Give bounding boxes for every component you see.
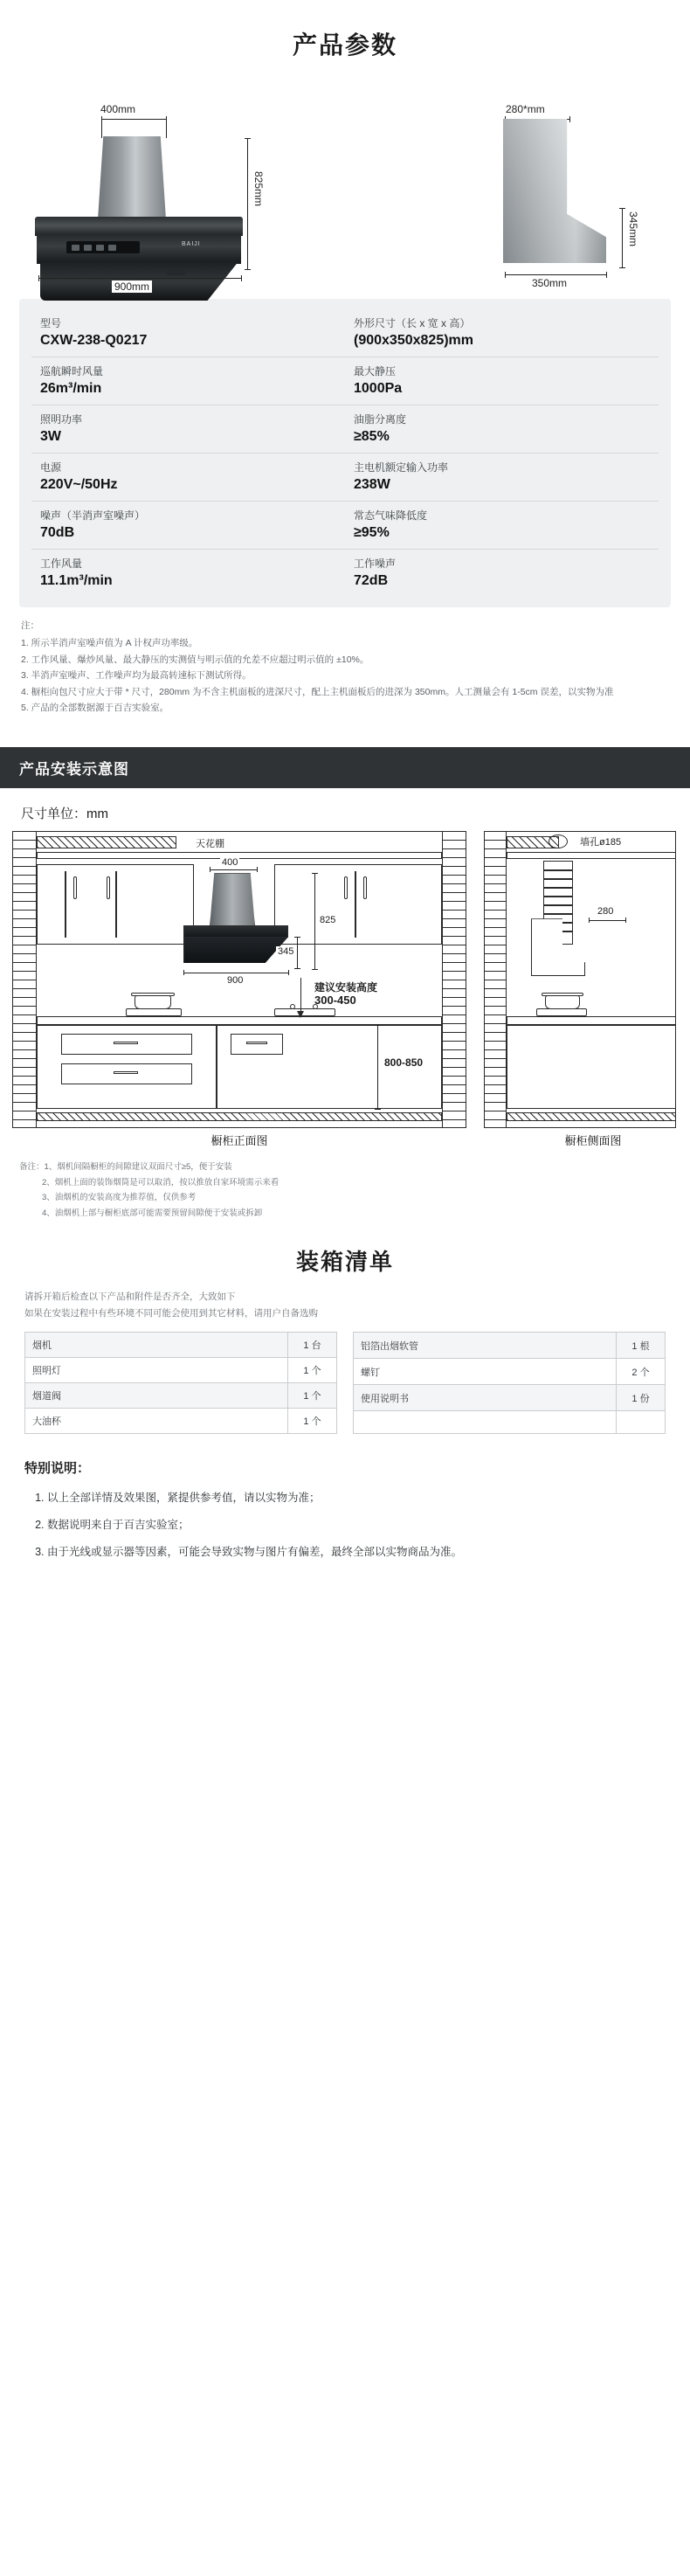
footnote-line: 4、油烟机上部与橱柜底部可能需要预留间隙便于安装或拆卸: [42, 1208, 263, 1218]
pot-lid: [131, 993, 175, 996]
dim-label-side-depth: 280*mm: [503, 103, 548, 115]
side-countertop: [507, 1016, 676, 1025]
label-counter-height: 800-850: [384, 1056, 424, 1070]
brand-logo: BAIJI: [182, 241, 201, 247]
item-qty: [617, 1411, 666, 1434]
spec-key: 巡航瞬时风量: [40, 365, 104, 377]
dim-line-825: [314, 873, 315, 969]
spec-cell: [345, 405, 659, 454]
tick: [619, 267, 625, 268]
dim-line-counter-height: [377, 1025, 378, 1109]
tick: [38, 275, 39, 281]
cabinet-handle: [363, 876, 367, 899]
item-name: 铝箔出烟软管: [354, 1333, 617, 1359]
drawer-handle: [246, 1042, 267, 1044]
item-qty: 1 个: [288, 1383, 337, 1409]
spec-cell: [345, 550, 659, 598]
dim-label-width: 900mm: [112, 280, 152, 293]
table-row-empty: [354, 1411, 666, 1434]
spec-key: 型号: [40, 317, 62, 329]
label-280: 280: [597, 906, 614, 918]
side-base-cabinet: [507, 1025, 676, 1109]
panel-key[interactable]: [84, 245, 92, 251]
table-row: [31, 550, 659, 598]
spec-cell: [345, 357, 659, 405]
cabinet-handle: [107, 876, 110, 899]
dim-label-side-height: 345mm: [624, 211, 642, 246]
spec-cell: [31, 357, 345, 405]
side-ceiling: [507, 852, 676, 859]
upper-cabinet-right: [274, 864, 442, 945]
dim-label-side-base: 350mm: [529, 277, 569, 289]
spec-value: 26m³/min: [40, 381, 102, 396]
section-special-notes: [24, 1458, 666, 1563]
spec-cell: [345, 309, 659, 357]
spec-value: 238W: [354, 477, 390, 492]
spec-value: ≥95%: [354, 525, 390, 540]
control-panel: [66, 241, 140, 253]
spec-key: 外形尺寸（长 x 宽 x 高）: [354, 317, 471, 329]
panel-key[interactable]: [108, 245, 116, 251]
table-row: [31, 502, 659, 550]
duct-rib: [543, 913, 573, 915]
list-item: 1. 以上全部详情及效果图，紧提供参考值，请以实物为准；: [47, 1487, 666, 1509]
spec-cell: [31, 405, 345, 454]
spec-cell: [31, 454, 345, 502]
spec-value: 220V~/50Hz: [40, 477, 118, 492]
spec-key: 工作风量: [40, 557, 83, 570]
tick: [245, 138, 251, 139]
installation-footnotes: [19, 1160, 674, 1221]
table-row: [25, 1383, 337, 1409]
dim-line-345: [297, 937, 298, 968]
spec-table-container: [19, 299, 671, 607]
cabinet-seam: [65, 871, 66, 938]
spec-key: 油脂分离度: [354, 413, 407, 426]
unit-line: 尺寸单位：mm: [21, 807, 108, 822]
list-item: 3. 由于光线或显示器等因素，可能会导致实物与图片有偏差，最终全部以实物商品为准。: [47, 1541, 666, 1563]
packing-title: 装箱清单: [295, 1248, 394, 1275]
drawer-handle: [114, 1042, 138, 1044]
wall-right: [442, 831, 466, 1128]
table-row: [31, 454, 659, 502]
label-wall-hole: 墙孔ø185: [578, 834, 623, 848]
note-line: 2. 工作风量、爆炒风量、最大静压的实测值与明示值的允差不应超过明示值的 ±10%。: [21, 654, 369, 665]
drawer-handle: [114, 1071, 138, 1074]
cabinet-handle: [73, 876, 77, 899]
note-line: 5. 产品的全部数据源于百吉实验室。: [21, 702, 169, 713]
dim-line-280: [589, 920, 625, 921]
tick: [589, 918, 590, 923]
cooktop-right: [274, 1008, 335, 1016]
side-wall-left: [484, 831, 507, 1128]
dim-line-height: [247, 138, 248, 269]
side-cooktop: [536, 1008, 587, 1016]
spec-cell: [31, 502, 345, 550]
spec-value: 3W: [40, 429, 61, 444]
pot: [135, 995, 171, 1009]
dim-line-side-height: [622, 208, 623, 267]
label-345: 345: [278, 946, 294, 958]
list-item: 2. 数据说明来自于百吉实验室；: [47, 1514, 666, 1536]
drawer: [61, 1034, 192, 1055]
item-name: 照明灯: [25, 1358, 288, 1383]
spec-value: (900x350x825)mm: [354, 333, 473, 348]
tick: [101, 116, 102, 122]
table-row: [354, 1333, 666, 1359]
spec-key: 噪声（半消声室噪声）: [40, 509, 146, 522]
item-qty: 2 个: [617, 1359, 666, 1385]
spec-key: 照明功率: [40, 413, 83, 426]
spec-table: [31, 309, 659, 597]
spec-cell: [345, 502, 659, 550]
table-row: [25, 1333, 337, 1358]
spec-value: 70dB: [40, 525, 75, 540]
intro-line: 如果在安装过程中有些环境不同可能会使用到其它材料，请用户自备选购: [24, 1308, 318, 1319]
dim-label-height: 825mm: [250, 171, 267, 206]
spec-value: 11.1m³/min: [40, 573, 113, 588]
item-qty: 1 个: [288, 1358, 337, 1383]
section-bar-title: 产品安装示意图: [0, 747, 690, 788]
item-name: [354, 1411, 617, 1434]
side-view-drawing: [466, 103, 659, 291]
tick: [288, 970, 289, 975]
wall-left: [12, 831, 37, 1128]
spec-value: ≥85%: [354, 429, 390, 444]
label-400: 400: [222, 857, 238, 869]
item-qty: 1 根: [617, 1333, 666, 1359]
duct-rib: [543, 878, 573, 880]
duct-rib: [543, 887, 573, 889]
cabinet-seam: [115, 871, 117, 938]
dim-line-width: [38, 278, 241, 279]
section-packing-list: [0, 1244, 690, 1435]
spec-key: 常态气味降低度: [354, 509, 428, 522]
item-name: 使用说明书: [354, 1385, 617, 1411]
tick: [241, 275, 242, 281]
tick: [606, 272, 607, 278]
hood-shelf: [35, 217, 243, 236]
item-qty: 1 份: [617, 1385, 666, 1411]
tick: [294, 968, 300, 969]
countertop: [37, 1016, 442, 1025]
tick: [183, 970, 184, 975]
item-name: 螺钉: [354, 1359, 617, 1385]
spec-cell: [31, 550, 345, 598]
footnote-line: 3、油烟机的安装高度为推荐值，仅供参考: [42, 1193, 197, 1203]
spec-key: 最大静压: [354, 365, 397, 377]
tick: [625, 918, 626, 923]
table-row: [354, 1385, 666, 1411]
packing-table-left: [24, 1332, 337, 1434]
table-row: [31, 357, 659, 405]
table-row: [354, 1359, 666, 1385]
side-floor-hatch: [507, 1112, 676, 1121]
ceiling-hatch: [37, 836, 176, 848]
tick: [375, 1109, 381, 1110]
label-suggest-value: 300-450: [314, 994, 356, 1008]
spec-cell: [345, 454, 659, 502]
hood-chimney: [98, 136, 166, 219]
spec-key: 电源: [40, 461, 62, 474]
range-hood-image: [35, 136, 245, 247]
item-qty: 1 个: [288, 1409, 337, 1434]
cooktop-left: [126, 1008, 182, 1016]
packing-tables: [24, 1332, 666, 1434]
table-row: [31, 405, 659, 454]
side-profile-shade: [503, 119, 606, 263]
panel-key[interactable]: [72, 245, 79, 251]
table-row: [25, 1409, 337, 1434]
spec-cell: [31, 309, 345, 357]
label-825: 825: [320, 915, 336, 926]
footnote-line: 2、烟机上面的装饰烟筒是可以取消，按以推放自家环境需示来看: [42, 1177, 279, 1188]
packing-table-right: [353, 1332, 666, 1434]
footnote-line: 1、烟机间隔橱柜的间隙建议双面尺寸≥5，便于安装: [44, 1162, 232, 1173]
special-title: 特别说明：: [24, 1461, 91, 1477]
item-qty: 1 台: [288, 1333, 337, 1358]
dim-line-side-base: [505, 274, 606, 275]
hood-top-front: [183, 925, 288, 938]
spec-value: 1000Pa: [354, 381, 403, 396]
spec-key: 工作噪声: [354, 557, 397, 570]
note-line: 4. 橱柜向包尺寸应大于带 * 尺寸，280mm 为不含主机面板的进深尺寸，配上主机面板后的进深为 350mm。人工测量会有 1-5cm 误差，以实物为准: [21, 686, 614, 697]
front-view-drawing: [35, 103, 265, 293]
page-title: 产品参数: [292, 31, 397, 59]
tick: [166, 116, 167, 122]
duct-rib: [543, 904, 573, 906]
tick: [569, 116, 570, 122]
panel-key[interactable]: [96, 245, 104, 251]
section-product-parameters: [0, 0, 690, 724]
tick: [257, 867, 258, 872]
section-installation: [0, 747, 690, 1221]
tick: [505, 272, 506, 278]
front-view-caption: 橱柜正面图: [210, 1134, 268, 1148]
note-line: 1. 所示半消声室噪声值为 A 计权声功率级。: [21, 638, 198, 649]
parameter-notes: [21, 618, 669, 716]
dim-label-top-width: 400mm: [98, 103, 138, 115]
side-pot: [545, 995, 580, 1009]
tick: [375, 1025, 381, 1026]
spec-value: CXW-238-Q0217: [40, 333, 148, 348]
footnote-title: 备注：: [19, 1162, 45, 1173]
intro-line: 请拆开箱后检查以下产品和附件是否齐全，大致如下: [24, 1291, 236, 1302]
dim-line-top-width: [101, 119, 166, 120]
tick: [312, 969, 318, 970]
label-900: 900: [227, 975, 244, 987]
special-list: [24, 1487, 666, 1563]
side-pot-lid: [542, 993, 583, 996]
spec-key: 主电机额定输入功率: [354, 461, 449, 474]
tick: [312, 873, 318, 874]
label-ceiling: 天花棚: [194, 836, 226, 850]
dim-line-400: [210, 869, 257, 870]
spec-value: 72dB: [354, 573, 389, 588]
packing-intro: [24, 1289, 666, 1324]
drawer: [61, 1063, 192, 1084]
item-name: 烟道阀: [25, 1383, 288, 1409]
cabinet-seam: [355, 871, 356, 938]
drawer: [231, 1034, 283, 1055]
installation-diagram: [12, 831, 678, 1154]
side-view-caption: 橱柜侧面图: [564, 1134, 622, 1148]
tick: [294, 937, 300, 938]
notes-title: 注：: [21, 620, 39, 631]
cabinet-handle: [344, 876, 348, 899]
item-name: 大油杯: [25, 1409, 288, 1434]
hood-chimney-front: [210, 873, 255, 927]
note-line: 3. 半消声室噪声、工作噪声均为最高转速标下测试所得。: [21, 670, 252, 682]
table-row: [31, 309, 659, 357]
tick: [619, 208, 625, 209]
hood-light: [166, 269, 185, 275]
table-row: [25, 1358, 337, 1383]
tick: [245, 269, 251, 270]
floor-hatch: [37, 1112, 442, 1121]
duct-rib: [543, 896, 573, 897]
duct-rib: [543, 869, 573, 871]
label-suggest-title: 建议安装高度: [314, 981, 378, 994]
product-drawings: [24, 77, 666, 293]
item-name: 烟机: [25, 1333, 288, 1358]
